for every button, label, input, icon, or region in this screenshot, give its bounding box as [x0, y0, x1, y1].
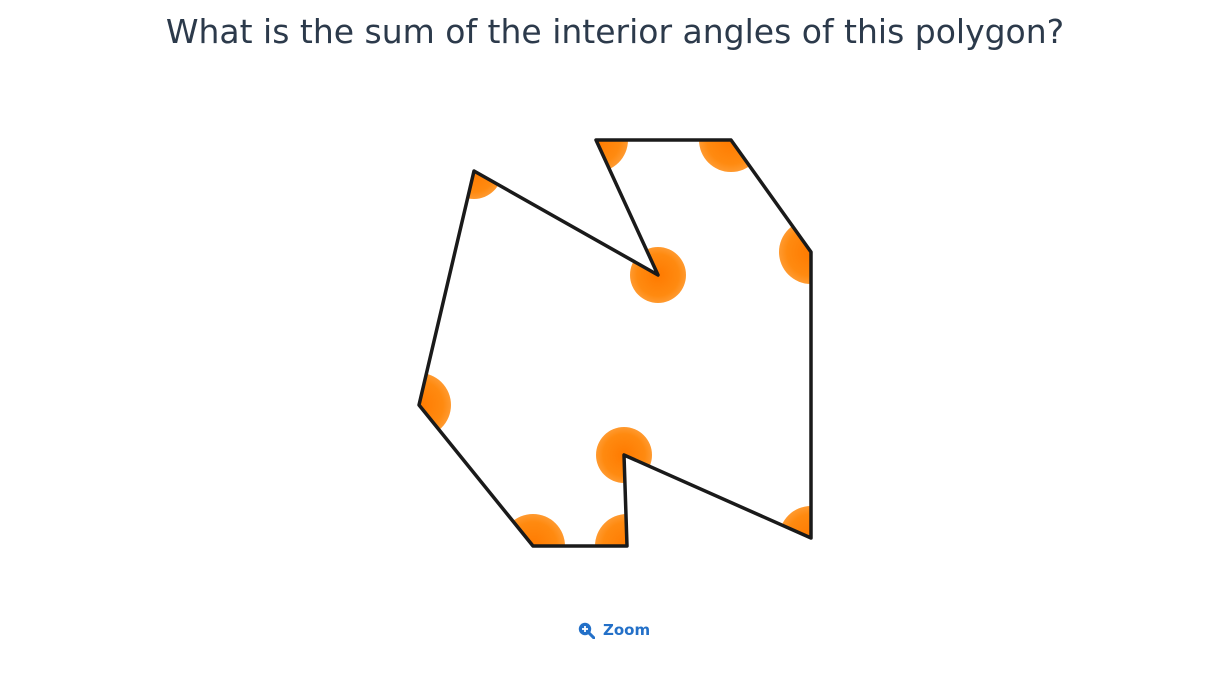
question-text: What is the sum of the interior angles of this polygon?	[165, 12, 1065, 51]
zoom-in-icon	[578, 622, 595, 639]
zoom-button[interactable]	[578, 616, 650, 644]
zoom-label: Zoom	[603, 621, 651, 639]
polygon-fill	[419, 140, 811, 546]
